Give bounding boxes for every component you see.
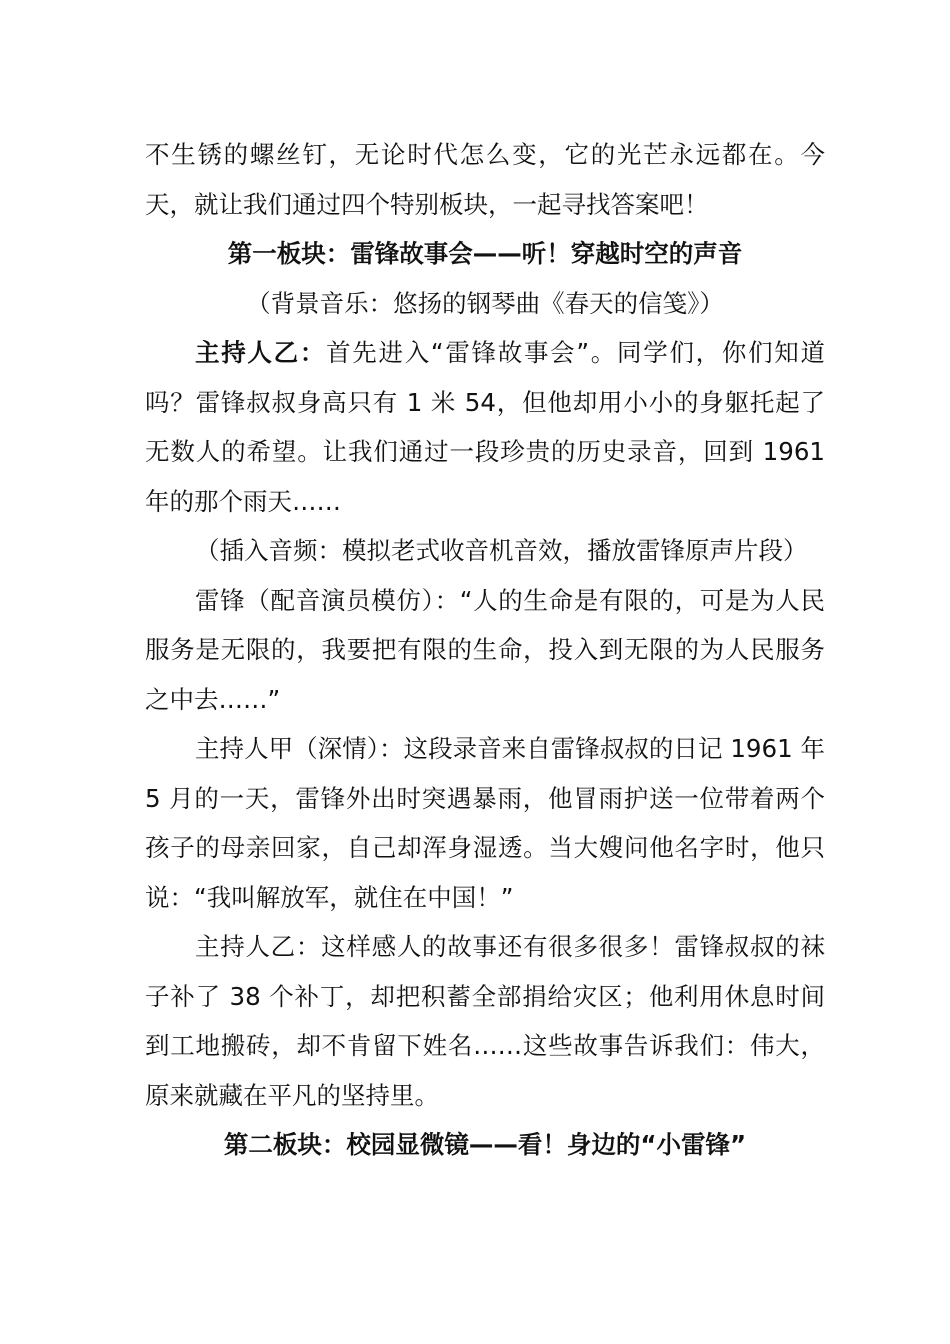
section2-heading: 第二板块：校园显微镜——看！身边的“小雷锋”: [223, 1130, 747, 1159]
host-b-speaker-label: 主持人乙：: [195, 338, 327, 367]
host-b-paragraph-1-text: 首先进入“雷锋故事会”。同学们，你们知道吗？雷锋叔叔身高只有 1 米 54，但他却用小小的身躯托起了无数人的希望。让我们通过一段珍贵的历史录音，回到 1961 年的那个雨天……: [145, 338, 826, 516]
bgm-note: （背景音乐：悠扬的钢琴曲《春天的信笺》）: [246, 288, 724, 318]
host-b-paragraph-2: 主持人乙：这样感人的故事还有很多很多！雷锋叔叔的袜子补了 38 个补丁，却把积蓄全部捐给灾区；他利用休息时间到工地搬砖，却不肯留下姓名……这些故事告诉我们：伟大，原来就藏在平凡的坚持里。: [145, 932, 825, 1110]
host-b-paragraph-1: [145, 328, 825, 526]
audio-note: （插入音频：模拟老式收音机音效，播放雷锋原声片段）: [195, 536, 808, 565]
host-a-paragraph: 主持人甲（深情）：这段录音来自雷锋叔叔的日记 1961 年 5 月的一天，雷锋外出时突遇暴雨，他冒雨护送一位带着两个孩子的母亲回家，自己却浑身湿透。当大嫂问他名字时，他只说：“我叫解放军，就住在中国！”: [145, 734, 825, 912]
document-body: [145, 130, 825, 1170]
leifeng-quote-paragraph: 雷锋（配音演员模仿）：“人的生命是有限的，可是为人民服务是无限的，我要把有限的生命，投入到无限的为人民服务之中去……”: [145, 585, 825, 714]
intro-paragraph: 不生锈的螺丝钉，无论时代怎么变，它的光芒永远都在。今天，就让我们通过四个特别板块，一起寻找答案吧！: [145, 140, 825, 219]
section1-heading: 第一板块：雷锋故事会——听！穿越时空的声音: [227, 239, 743, 268]
